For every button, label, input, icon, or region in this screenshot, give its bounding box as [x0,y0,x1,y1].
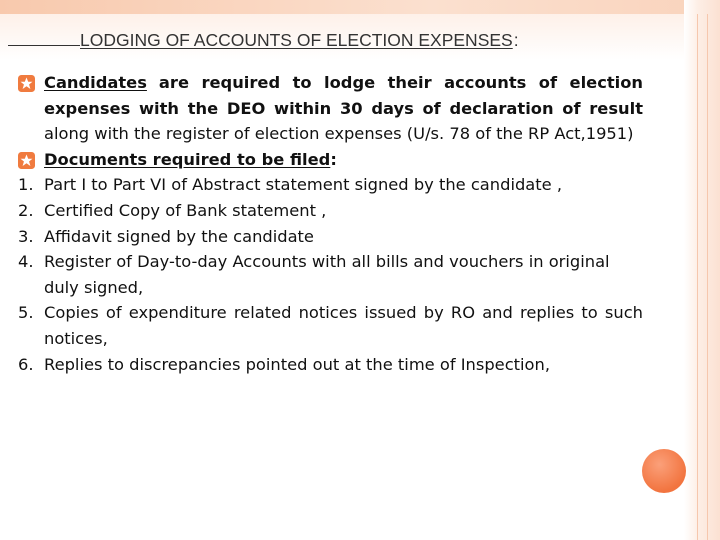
title-text: LODGING OF ACCOUNTS OF ELECTION EXPENSES [80,30,513,50]
list-item-text: Copies of expenditure related notices issued by RO and replies to such notices, [44,303,643,348]
list-item-number: 3. [18,226,34,246]
right-decorative-line [707,14,708,540]
list-item [18,224,643,250]
bullet-bold-text: are required to lodge their accounts of election expenses with the DEO within 30 days of declaration of result [44,73,643,118]
right-decorative-line [697,14,698,540]
list-item-number: 5. [18,303,34,323]
star-bullet-icon [18,75,35,92]
list-item-text: Certified Copy of Bank statement , [44,200,327,220]
bullet-paragraph [18,70,643,147]
list-item-text: Register of Day-to-day Accounts with all bills and vouchers in original duly signed, [44,252,610,297]
list-item-number: 2. [18,200,34,220]
list-item [18,249,643,300]
list-item [18,172,643,198]
bullet-paragraph [18,147,643,173]
list-item-text: Affidavit signed by the candidate [44,226,314,246]
decorative-orange-circle [642,449,686,493]
top-decorative-band [0,0,720,14]
bullet-normal-text: along with the register of election expenses (U/s. 78 of the RP Act,1951) [44,124,634,144]
bullet-suffix: : [330,149,337,169]
list-item-number: 6. [18,354,34,374]
right-decorative-band [684,0,720,540]
list-item-number: 4. [18,252,34,272]
list-item-text: Replies to discrepancies pointed out at the time of Inspection, [44,354,551,374]
list-item [18,198,643,224]
star-bullet-icon [18,152,35,169]
list-item [18,300,643,351]
bullet-lead-text: Candidates [44,73,147,92]
title-colon: : [513,30,519,50]
slide-title [8,30,698,51]
list-item-number: 1. [18,175,34,195]
list-item [18,352,643,378]
title-leading-rule [8,30,80,46]
slide-body [18,70,643,377]
bullet-lead-text: Documents required to be filed [44,149,331,169]
list-item-text: Part I to Part VI of Abstract statement signed by the candidate , [44,175,563,195]
